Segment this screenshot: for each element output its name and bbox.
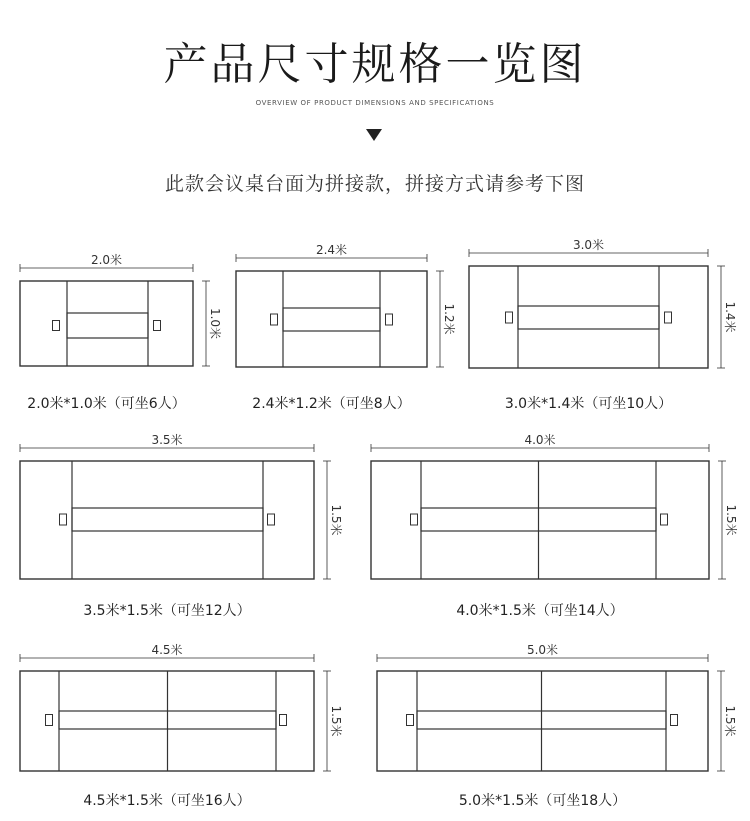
power-outlet-icon — [268, 514, 275, 525]
power-outlet-icon — [671, 715, 678, 726]
length-label: 3.5米 — [151, 433, 183, 447]
power-outlet-icon — [60, 514, 67, 525]
length-label: 5.0米 — [526, 643, 559, 657]
power-outlet-icon — [280, 715, 287, 726]
table-caption: 2.4米*1.2米（可坐8人） — [252, 396, 411, 412]
page-subtitle: OVERVIEW OF PRODUCT DIMENSIONS AND SPECIFICATIONS — [255, 99, 495, 107]
width-label: 1.2米 — [442, 303, 456, 335]
wire-channel — [67, 313, 148, 338]
table-caption: 2.0米*1.0米（可坐6人） — [27, 396, 186, 412]
table-caption: 4.0米*1.5米（可坐14人） — [456, 603, 624, 619]
table-caption: 4.5米*1.5米（可坐16人） — [83, 793, 251, 809]
table-caption: 3.0米*1.4米（可坐10人） — [504, 396, 673, 412]
table-caption: 5.0米*1.5米（可坐18人） — [458, 793, 627, 809]
table-outline — [469, 266, 708, 368]
width-label: 1.5米 — [329, 504, 343, 536]
table-caption: 3.5米*1.5米（可坐12人） — [83, 603, 251, 619]
length-label: 2.0米 — [90, 253, 123, 267]
table-outline — [20, 281, 193, 366]
power-outlet-icon — [506, 312, 513, 323]
table-outline — [371, 461, 709, 579]
length-label: 4.5米 — [151, 643, 183, 657]
power-outlet-icon — [154, 321, 161, 331]
length-label: 2.4米 — [315, 243, 348, 257]
power-outlet-icon — [271, 314, 278, 325]
power-outlet-icon — [665, 312, 672, 323]
width-label: 1.5米 — [723, 705, 737, 737]
power-outlet-icon — [407, 715, 414, 726]
width-label: 1.4米 — [723, 301, 737, 333]
wire-channel — [72, 508, 263, 531]
width-label: 1.5米 — [329, 705, 343, 737]
power-outlet-icon — [661, 514, 668, 525]
wire-channel — [518, 306, 659, 329]
table-outline — [377, 671, 708, 771]
page-title: 产品尺寸规格一览图 — [163, 39, 587, 90]
power-outlet-icon — [46, 715, 53, 726]
table-outline — [236, 271, 427, 367]
power-outlet-icon — [411, 514, 418, 525]
width-label: 1.0米 — [208, 307, 222, 340]
power-outlet-icon — [386, 314, 393, 325]
table-outline — [20, 461, 314, 579]
power-outlet-icon — [53, 321, 60, 331]
wire-channel — [283, 308, 380, 331]
length-label: 3.0米 — [572, 238, 605, 252]
length-label: 4.0米 — [524, 433, 556, 447]
assembly-note: 此款会议桌台面为拼接款，拼接方式请参考下图 — [164, 173, 585, 195]
width-label: 1.5米 — [724, 504, 738, 536]
